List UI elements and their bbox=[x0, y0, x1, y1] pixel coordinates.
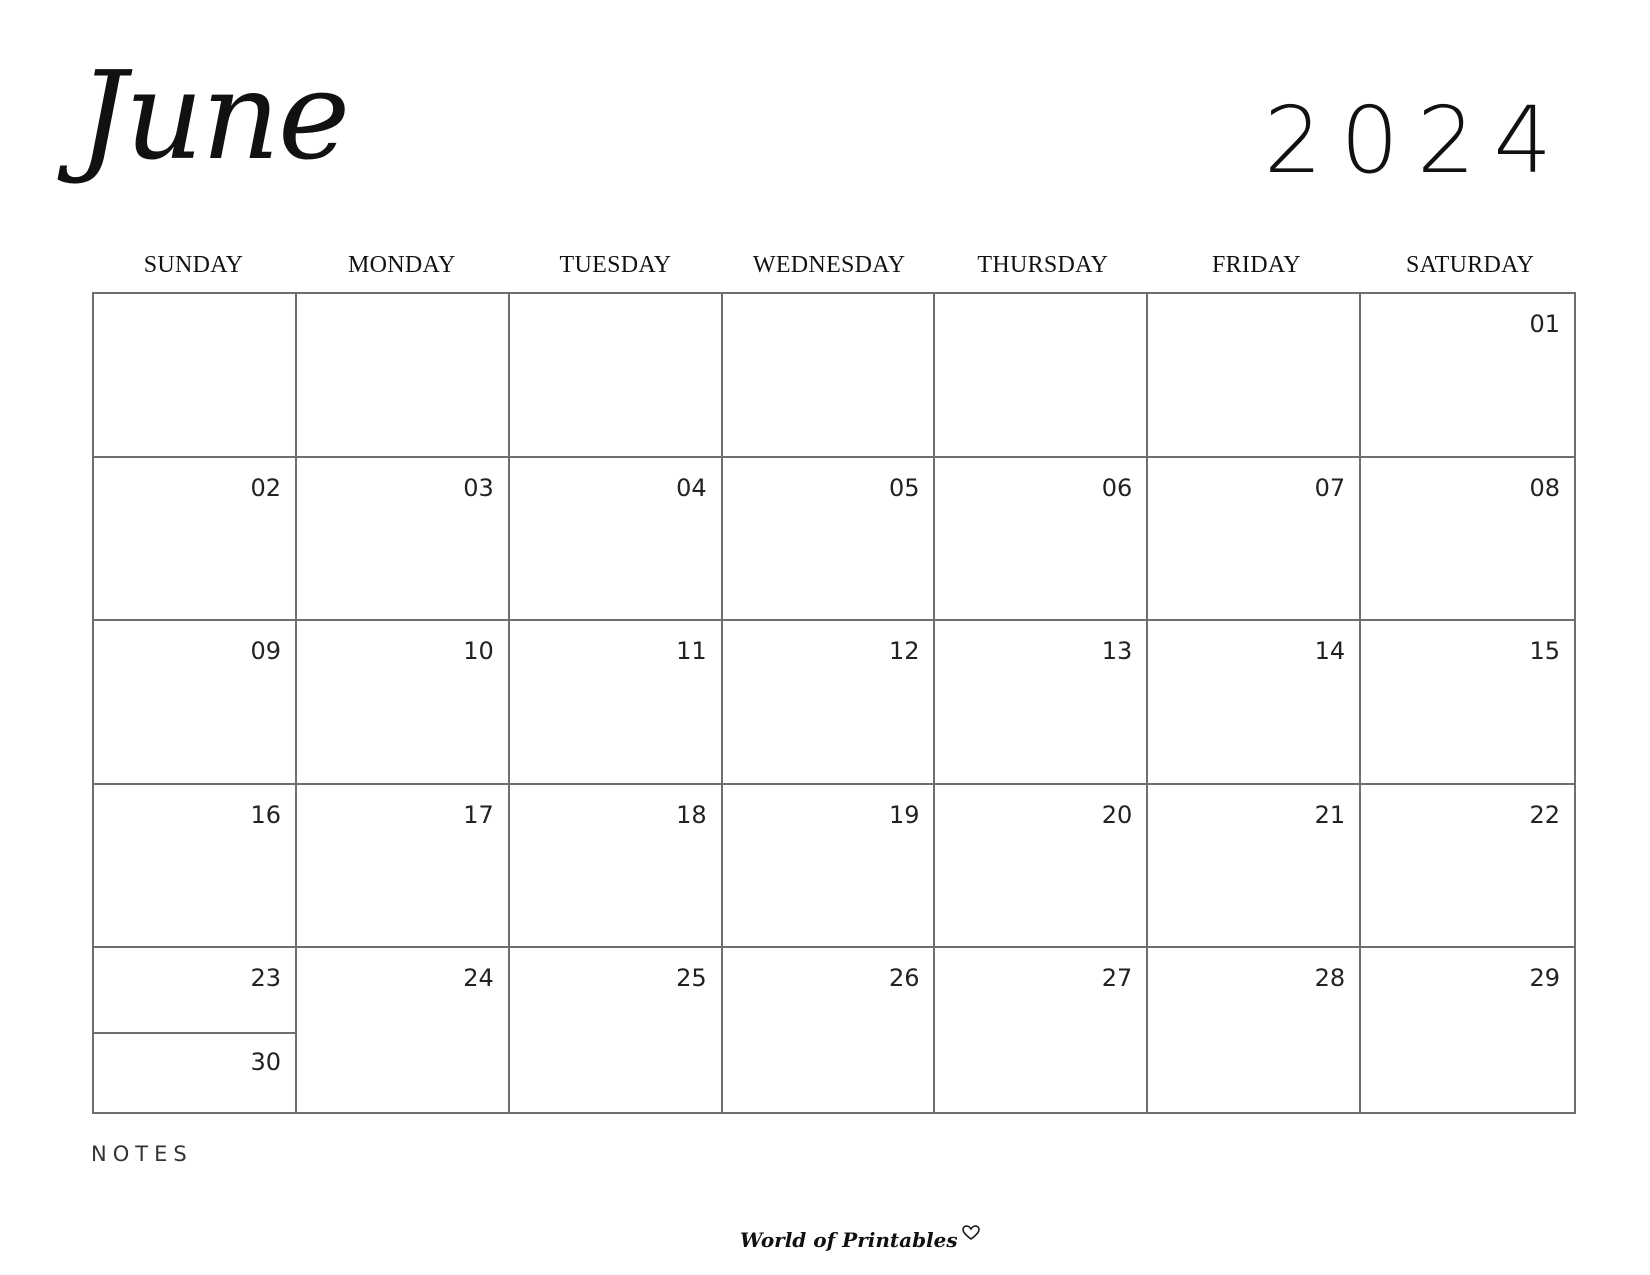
calendar-cell bbox=[935, 458, 1148, 622]
calendar-cell bbox=[1361, 785, 1574, 949]
calendar-cell bbox=[94, 621, 297, 785]
calendar-cell bbox=[297, 948, 510, 1112]
day-number: 05 bbox=[888, 473, 920, 502]
day-number: 14 bbox=[1314, 637, 1346, 666]
split-divider bbox=[94, 1032, 297, 1034]
day-number: 11 bbox=[676, 637, 707, 666]
calendar-cell bbox=[1361, 458, 1574, 622]
day-number: 24 bbox=[463, 964, 494, 993]
calendar-cell bbox=[723, 785, 936, 949]
calendar-cell bbox=[510, 785, 723, 949]
calendar-cell bbox=[94, 458, 297, 622]
day-number: 26 bbox=[888, 964, 920, 993]
calendar-cell bbox=[1148, 785, 1361, 949]
calendar-cell bbox=[94, 294, 297, 458]
day-number: 08 bbox=[1529, 473, 1560, 502]
day-number: 09 bbox=[250, 637, 281, 666]
day-number: 23 bbox=[250, 964, 281, 993]
brand-name: World of Printables bbox=[740, 1228, 958, 1252]
heart-icon bbox=[962, 1225, 980, 1241]
calendar-cell bbox=[1361, 294, 1574, 458]
weekday-tuesday: TUESDAY bbox=[559, 252, 672, 278]
calendar-cell bbox=[510, 294, 723, 458]
day-number: 19 bbox=[888, 800, 920, 829]
calendar-cell bbox=[1148, 621, 1361, 785]
day-number: 29 bbox=[1529, 964, 1560, 993]
calendar-cell bbox=[510, 948, 723, 1112]
day-number: 22 bbox=[1529, 800, 1560, 829]
calendar-cell bbox=[1148, 458, 1361, 622]
day-number: 04 bbox=[676, 473, 707, 502]
calendar-cell bbox=[510, 621, 723, 785]
calendar-cell bbox=[935, 785, 1148, 949]
day-number: 18 bbox=[676, 800, 707, 829]
weekday-monday: MONDAY bbox=[348, 252, 456, 278]
calendar-cell bbox=[94, 785, 297, 949]
weekday-header-row bbox=[92, 252, 1577, 288]
year-title: 2024 bbox=[1263, 87, 1570, 194]
day-number: 17 bbox=[463, 800, 494, 829]
day-number: 13 bbox=[1101, 637, 1133, 666]
notes-label: NOTES bbox=[91, 1142, 193, 1166]
calendar-cell bbox=[935, 948, 1148, 1112]
day-number: 07 bbox=[1314, 473, 1346, 502]
day-number: 20 bbox=[1101, 800, 1133, 829]
calendar-cell bbox=[723, 294, 936, 458]
calendar-cell bbox=[94, 948, 297, 1112]
day-number: 02 bbox=[250, 473, 281, 502]
weekday-sunday: SUNDAY bbox=[143, 252, 244, 278]
day-number: 21 bbox=[1314, 800, 1346, 829]
brand-logo bbox=[740, 1228, 980, 1252]
day-number: 15 bbox=[1529, 637, 1560, 666]
calendar-cell bbox=[1361, 621, 1574, 785]
calendar-cell bbox=[1148, 948, 1361, 1112]
calendar-cell bbox=[935, 294, 1148, 458]
day-number: 12 bbox=[888, 637, 920, 666]
day-number: 03 bbox=[463, 473, 494, 502]
day-number: 30 bbox=[250, 1048, 281, 1077]
calendar-cell bbox=[723, 948, 936, 1112]
calendar-cell bbox=[297, 458, 510, 622]
day-number: 27 bbox=[1101, 964, 1133, 993]
calendar-cell bbox=[935, 621, 1148, 785]
weekday-friday: FRIDAY bbox=[1211, 252, 1301, 278]
weekday-saturday: SATURDAY bbox=[1406, 252, 1535, 278]
calendar-cell bbox=[510, 458, 723, 622]
day-number: 16 bbox=[250, 800, 281, 829]
calendar-grid bbox=[92, 292, 1576, 1114]
weekday-thursday: THURSDAY bbox=[977, 252, 1109, 278]
calendar-cell bbox=[1361, 948, 1574, 1112]
calendar-cell bbox=[723, 621, 936, 785]
day-number: 28 bbox=[1314, 964, 1346, 993]
month-title: June bbox=[78, 45, 349, 187]
calendar-cell bbox=[723, 458, 936, 622]
calendar-cell bbox=[1148, 294, 1361, 458]
day-number: 25 bbox=[676, 964, 707, 993]
calendar-cell bbox=[297, 785, 510, 949]
calendar-cell bbox=[297, 294, 510, 458]
day-number: 01 bbox=[1529, 310, 1560, 338]
weekday-wednesday: WEDNESDAY bbox=[752, 252, 906, 278]
day-number: 10 bbox=[463, 637, 494, 666]
day-number: 06 bbox=[1101, 473, 1133, 502]
calendar-cell bbox=[297, 621, 510, 785]
